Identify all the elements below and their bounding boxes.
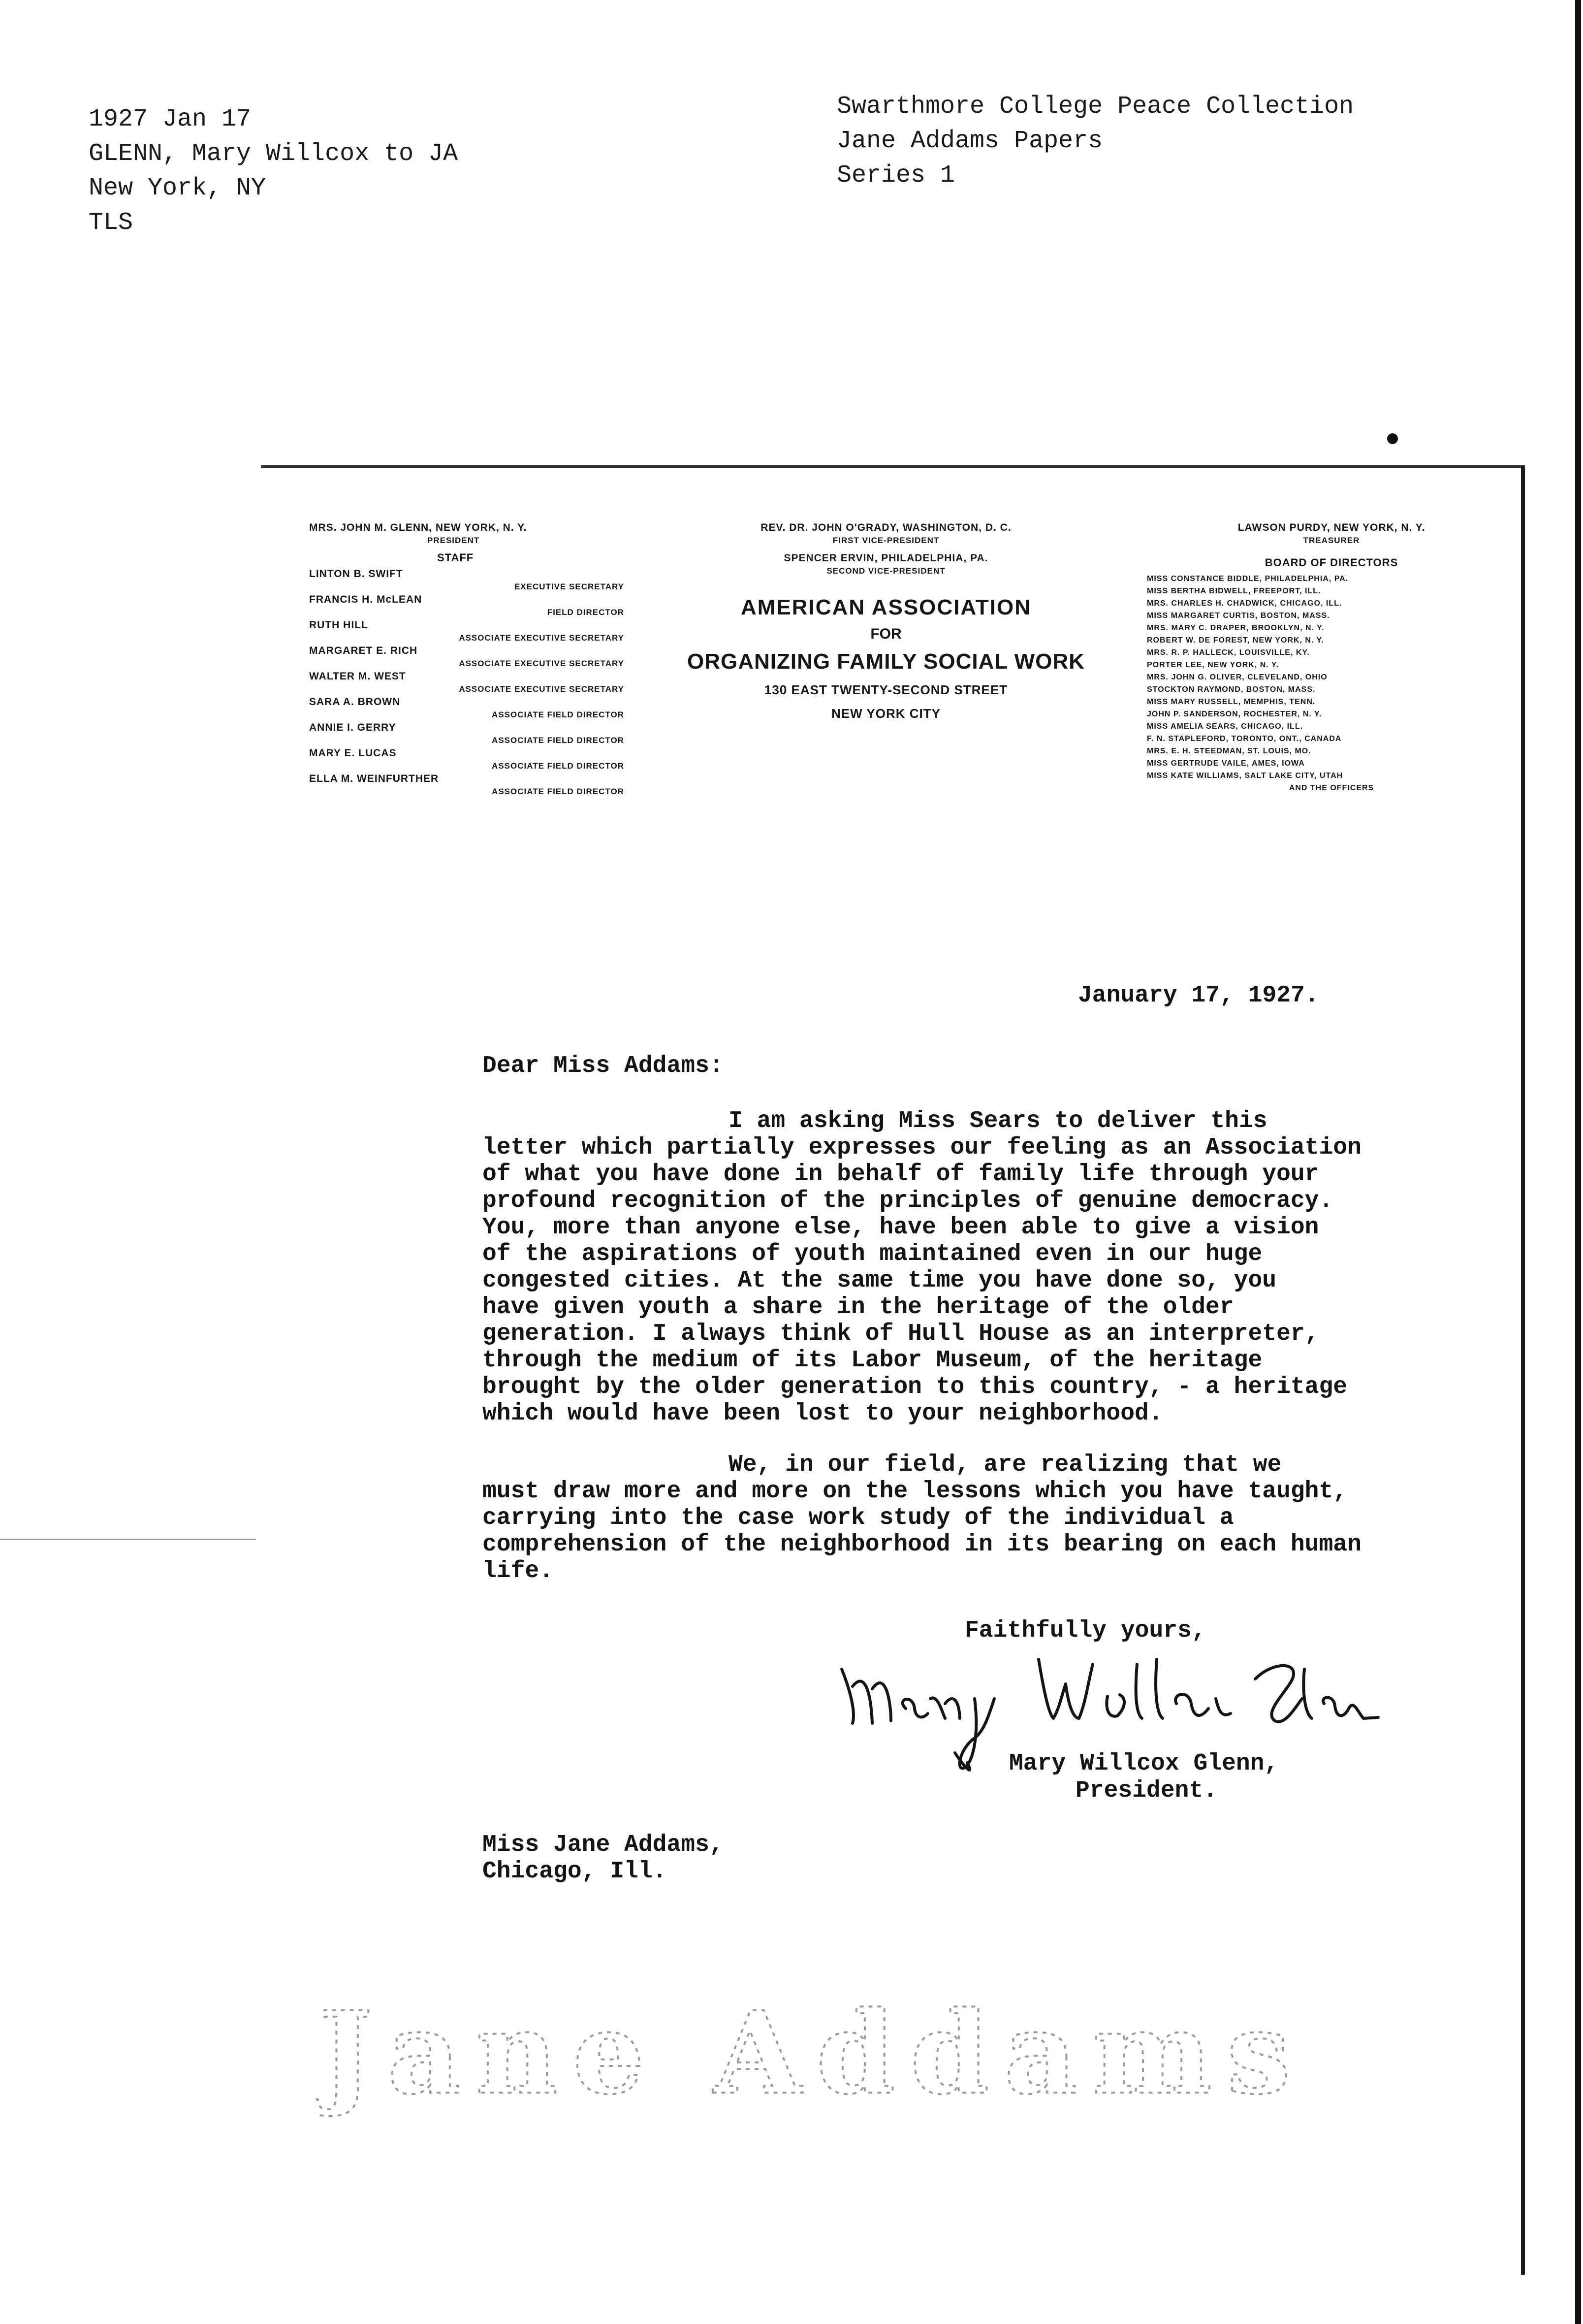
board-member: MISS CONSTANCE BIDDLE, PHILADELPHIA, PA. — [1147, 575, 1349, 583]
staff-member — [309, 592, 624, 618]
paragraph-line: brought by the older generation to this country, - a heritage — [482, 1374, 1348, 1400]
svg-text:Jane Addams: Jane Addams — [319, 1989, 1305, 2120]
staff-title: ASSOCIATE EXECUTIVE SECRETARY — [459, 659, 624, 668]
staff-member — [309, 644, 624, 669]
board-footer: AND THE OFFICERS — [1289, 784, 1374, 792]
board-member: MRS. JOHN G. OLIVER, CLEVELAND, OHIO — [1147, 673, 1328, 681]
paragraph-line: carrying into the case work study of the individual a — [482, 1505, 1234, 1531]
staff-member — [309, 746, 624, 772]
paragraph-line: I am asking Miss Sears to deliver this — [728, 1108, 1267, 1134]
staff-name: MARGARET E. RICH — [309, 645, 418, 656]
paragraph-line: of the aspirations of youth maintained even in our huge — [482, 1241, 1263, 1267]
scan-edge-bar — [1575, 0, 1581, 2324]
staff-list — [309, 567, 624, 797]
association-address: 130 EAST TWENTY-SECOND STREET — [764, 682, 1008, 697]
board-member: F. N. STAPLEFORD, TORONTO, ONT., CANADA — [1147, 735, 1342, 743]
association-city: NEW YORK CITY — [831, 706, 941, 721]
signer-name: Mary Willcox Glenn, — [1009, 1750, 1279, 1777]
staff-name: RUTH HILL — [309, 619, 368, 631]
paragraph-line: have given youth a share in the heritage of the older — [482, 1294, 1234, 1321]
board-member: STOCKTON RAYMOND, BOSTON, MASS. — [1147, 685, 1316, 694]
letterhead-officers — [309, 520, 624, 797]
president-title: PRESIDENT — [427, 536, 480, 545]
board-member: MRS. R. P. HALLECK, LOUISVILLE, KY. — [1147, 648, 1310, 657]
staff-name: WALTER M. WEST — [309, 671, 406, 682]
paragraph-line: We, in our field, are realizing that we — [728, 1452, 1282, 1478]
treasurer-name: LAWSON PURDY, NEW YORK, N. Y. — [1237, 522, 1425, 533]
paragraph-line: You, more than anyone else, have been able to give a vision — [482, 1214, 1319, 1241]
board-member: MISS BERTHA BIDWELL, FREEPORT, ILL. — [1147, 587, 1321, 595]
letter-paragraph-2 — [482, 1452, 1361, 1584]
board-member: MISS GERTRUDE VAILE, AMES, IOWA — [1147, 759, 1305, 768]
archive-place: New York, NY — [89, 174, 266, 202]
archive-collection — [837, 90, 1354, 193]
letter-date: January 17, 1927. — [1078, 982, 1319, 1009]
paragraph-line: profound recognition of the principles of genuine democracy. — [482, 1188, 1333, 1214]
staff-name: MARY E. LUCAS — [309, 747, 397, 759]
scan-edge-line — [0, 1539, 256, 1540]
staff-heading: STAFF — [437, 551, 474, 564]
paragraph-line: must draw more and more on the lessons which you have taught, — [482, 1478, 1348, 1505]
board-member: JOHN P. SANDERSON, ROCHESTER, N. Y. — [1147, 710, 1322, 718]
staff-member — [309, 567, 624, 592]
president-name: MRS. JOHN M. GLENN, NEW YORK, N. Y. — [309, 522, 527, 533]
collection-name: Swarthmore College Peace Collection — [837, 93, 1354, 121]
archive-citation — [89, 102, 458, 240]
board-list — [1147, 573, 1516, 782]
board-member: MISS AMELIA SEARS, CHICAGO, ILL. — [1147, 722, 1303, 731]
first-vp-name: REV. DR. JOHN O'GRADY, WASHINGTON, D. C. — [760, 522, 1012, 533]
staff-title: ASSOCIATE FIELD DIRECTOR — [492, 787, 624, 796]
board-heading: BOARD OF DIRECTORS — [1265, 556, 1398, 569]
letterhead-board — [1147, 520, 1516, 794]
staff-title: FIELD DIRECTOR — [547, 608, 624, 617]
salutation: Dear Miss Addams: — [482, 1053, 724, 1079]
letterhead-center — [640, 520, 1132, 725]
board-member: MRS. MARY C. DRAPER, BROOKLYN, N. Y. — [1147, 624, 1325, 632]
board-member: ROBERT W. DE FOREST, NEW YORK, N. Y. — [1147, 636, 1324, 645]
archive-type: TLS — [89, 209, 133, 237]
board-member: MRS. CHARLES H. CHADWICK, CHICAGO, ILL. — [1147, 599, 1342, 608]
staff-member — [309, 720, 624, 746]
staff-name: ELLA M. WEINFURTHER — [309, 773, 439, 784]
paragraph-line: through the medium of its Labor Museum, of the heritage — [482, 1347, 1263, 1374]
letter-paragraph-1 — [482, 1108, 1361, 1427]
collection-series: Series 1 — [837, 161, 955, 190]
board-member: MISS MARGARET CURTIS, BOSTON, MASS. — [1147, 612, 1330, 620]
recipient-address — [482, 1832, 724, 1885]
staff-name: ANNIE I. GERRY — [309, 722, 396, 733]
archive-date: 1927 Jan 17 — [89, 105, 252, 133]
recipient-city: Chicago, Ill. — [482, 1858, 667, 1885]
staff-member — [309, 618, 624, 644]
association-for: FOR — [870, 626, 902, 642]
board-member: PORTER LEE, NEW YORK, N. Y. — [1147, 661, 1279, 669]
staff-title: EXECUTIVE SECRETARY — [514, 582, 624, 591]
board-member: MISS KATE WILLIAMS, SALT LAKE CITY, UTAH — [1147, 772, 1343, 780]
recipient-name: Miss Jane Addams, — [482, 1832, 724, 1858]
staff-member — [309, 772, 624, 797]
board-member: MISS MARY RUSSELL, MEMPHIS, TENN. — [1147, 698, 1316, 706]
staff-name: SARA A. BROWN — [309, 696, 401, 708]
paragraph-line: of what you have done in behalf of family life through your — [482, 1161, 1319, 1188]
staff-member — [309, 669, 624, 695]
paragraph-line: life. — [482, 1558, 554, 1584]
signer-title: President. — [1076, 1777, 1218, 1804]
collection-papers: Jane Addams Papers — [837, 127, 1103, 155]
association-name: AMERICAN ASSOCIATION — [741, 595, 1031, 619]
staff-member — [309, 695, 624, 720]
board-member: MRS. E. H. STEEDMAN, ST. LOUIS, MO. — [1147, 747, 1311, 755]
archive-correspondents: GLENN, Mary Willcox to JA — [89, 140, 458, 168]
paragraph-line: congested cities. At the same time you have done so, you — [482, 1267, 1277, 1294]
staff-title: ASSOCIATE EXECUTIVE SECRETARY — [459, 633, 624, 643]
staff-title: ASSOCIATE EXECUTIVE SECRETARY — [459, 684, 624, 694]
paragraph-line: letter which partially expresses our feeling as an Association — [482, 1134, 1361, 1161]
paragraph-line: which would have been lost to your neighborhood. — [482, 1400, 1163, 1427]
association-work: ORGANIZING FAMILY SOCIAL WORK — [687, 649, 1085, 674]
closing: Faithfully yours, — [965, 1617, 1206, 1644]
staff-title: ASSOCIATE FIELD DIRECTOR — [492, 761, 624, 771]
first-vp-title: FIRST VICE-PRESIDENT — [832, 536, 940, 545]
paragraph-line: comprehension of the neighborhood in its bearing on each human — [482, 1531, 1361, 1558]
scan-speck — [1387, 433, 1398, 444]
staff-name: LINTON B. SWIFT — [309, 568, 403, 580]
faded-stamp — [315, 1989, 1309, 2122]
staff-title: ASSOCIATE FIELD DIRECTOR — [492, 736, 624, 745]
second-vp-name: SPENCER ERVIN, PHILADELPHIA, PA. — [784, 552, 988, 564]
president-block — [309, 520, 624, 546]
second-vp-title: SECOND VICE-PRESIDENT — [826, 566, 946, 576]
staff-name: FRANCIS H. McLEAN — [309, 594, 422, 605]
treasurer-title: TREASURER — [1303, 536, 1360, 545]
staff-title: ASSOCIATE FIELD DIRECTOR — [492, 710, 624, 719]
paragraph-line: generation. I always think of Hull House as an interpreter, — [482, 1321, 1319, 1347]
